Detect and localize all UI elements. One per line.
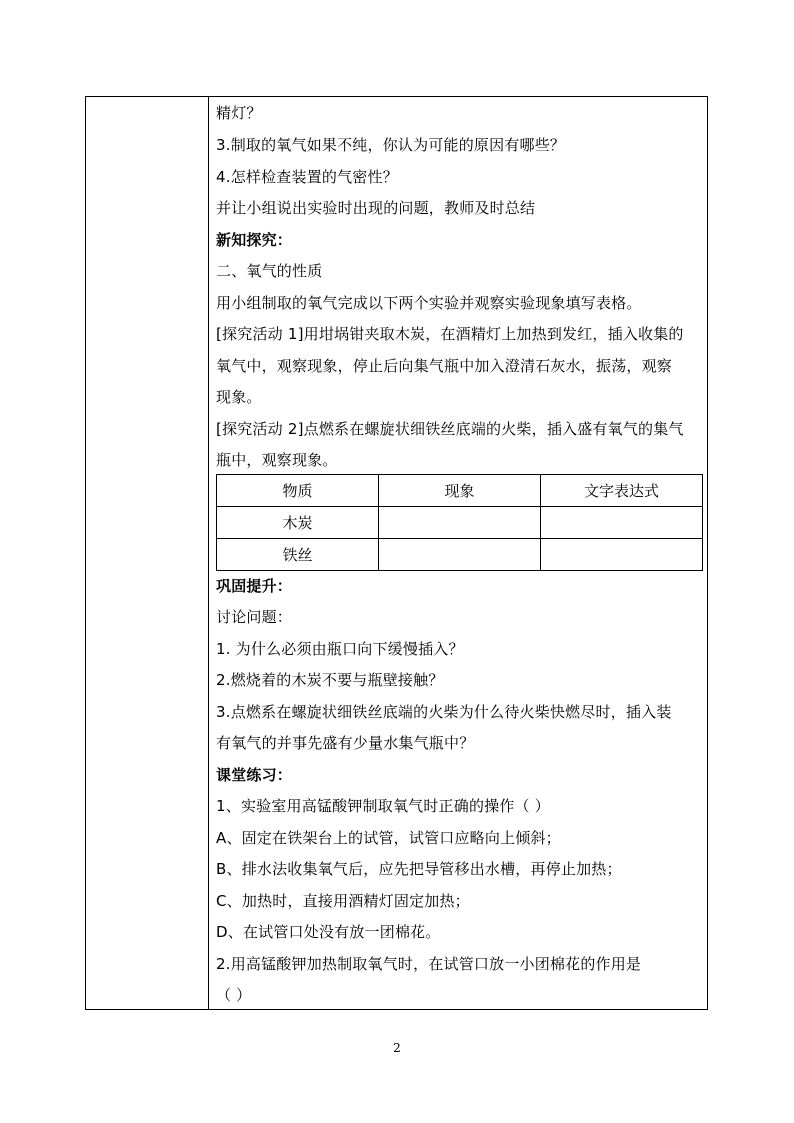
table-row [217,507,703,539]
text-line: 1、实验室用高锰酸钾制取氧气时正确的操作（ ） [216,797,550,815]
text-line: C、加热时，直接用酒精灯固定加热； [216,892,470,910]
text-line: 用小组制取的氧气完成以下两个实验并观察实验现象填写表格。 [216,294,642,312]
text-line: A、固定在铁架台上的试管，试管口应略向上倾斜； [216,829,561,847]
text-line: 并让小组说出实验时出现的问题，教师及时总结 [216,199,536,217]
text-line: 精灯？ [216,104,262,122]
table-cell [541,507,703,539]
text-line: 4.怎样检查装置的气密性？ [216,168,398,186]
table-row [217,539,703,571]
page-number: 2 [393,1041,401,1055]
table-cell [379,539,541,571]
text-line: [探究活动 2]点燃系在螺旋状细铁丝底端的火柴，插入盛有氧气的集气 [216,420,684,438]
table-header-cell: 物质 [217,475,379,507]
text-line: 现象。 [216,388,262,406]
text-line: 讨论问题： [216,608,293,626]
table-cell: 铁丝 [217,539,379,571]
text-line: 2.燃烧着的木炭不要与瓶壁接触？ [216,671,444,689]
text-line: 2.用高锰酸钾加热制取氧气时，在试管口放一小团棉花的作用是 [216,955,642,973]
text-line: 3.制取的氧气如果不纯，你认为可能的原因有哪些？ [216,136,566,154]
text-line: 瓶中，观察现象。 [216,451,338,469]
table-cell [541,539,703,571]
text-line: 氧气中，观察现象，停止后向集气瓶中加入澄清石灰水，振荡，观察 [216,357,673,375]
text-line: B、排水法收集氧气后，应先把导管移出水槽，再停止加热； [216,860,622,878]
text-line: 1. 为什么必须由瓶口向下缓慢插入？ [216,640,464,658]
section-heading: 巩固提升： [216,577,293,595]
table-header-row [217,475,703,507]
text-line: D、在试管口处没有放一团棉花。 [216,923,441,941]
text-line: 二、氧气的性质 [216,262,323,280]
table-header-cell: 现象 [379,475,541,507]
text-line: （ ） [216,986,252,1004]
table-cell [379,507,541,539]
text-line: 3.点燃系在螺旋状细铁丝底端的火柴为什么待火柴快燃尽时，插入装 [216,703,672,721]
section-heading: 课堂练习： [216,766,293,784]
section-heading: 新知探究： [216,231,293,249]
table-header-cell: 文字表达式 [541,475,703,507]
experiment-table [216,474,703,571]
text-line: 有氧气的并事先盛有少量水集气瓶中？ [216,734,475,752]
left-column-cell [86,97,209,1009]
lesson-plan-table [85,96,708,1010]
text-line: [探究活动 1]用坩埚钳夹取木炭，在酒精灯上加热到发红，插入收集的 [216,325,684,343]
table-cell: 木炭 [217,507,379,539]
